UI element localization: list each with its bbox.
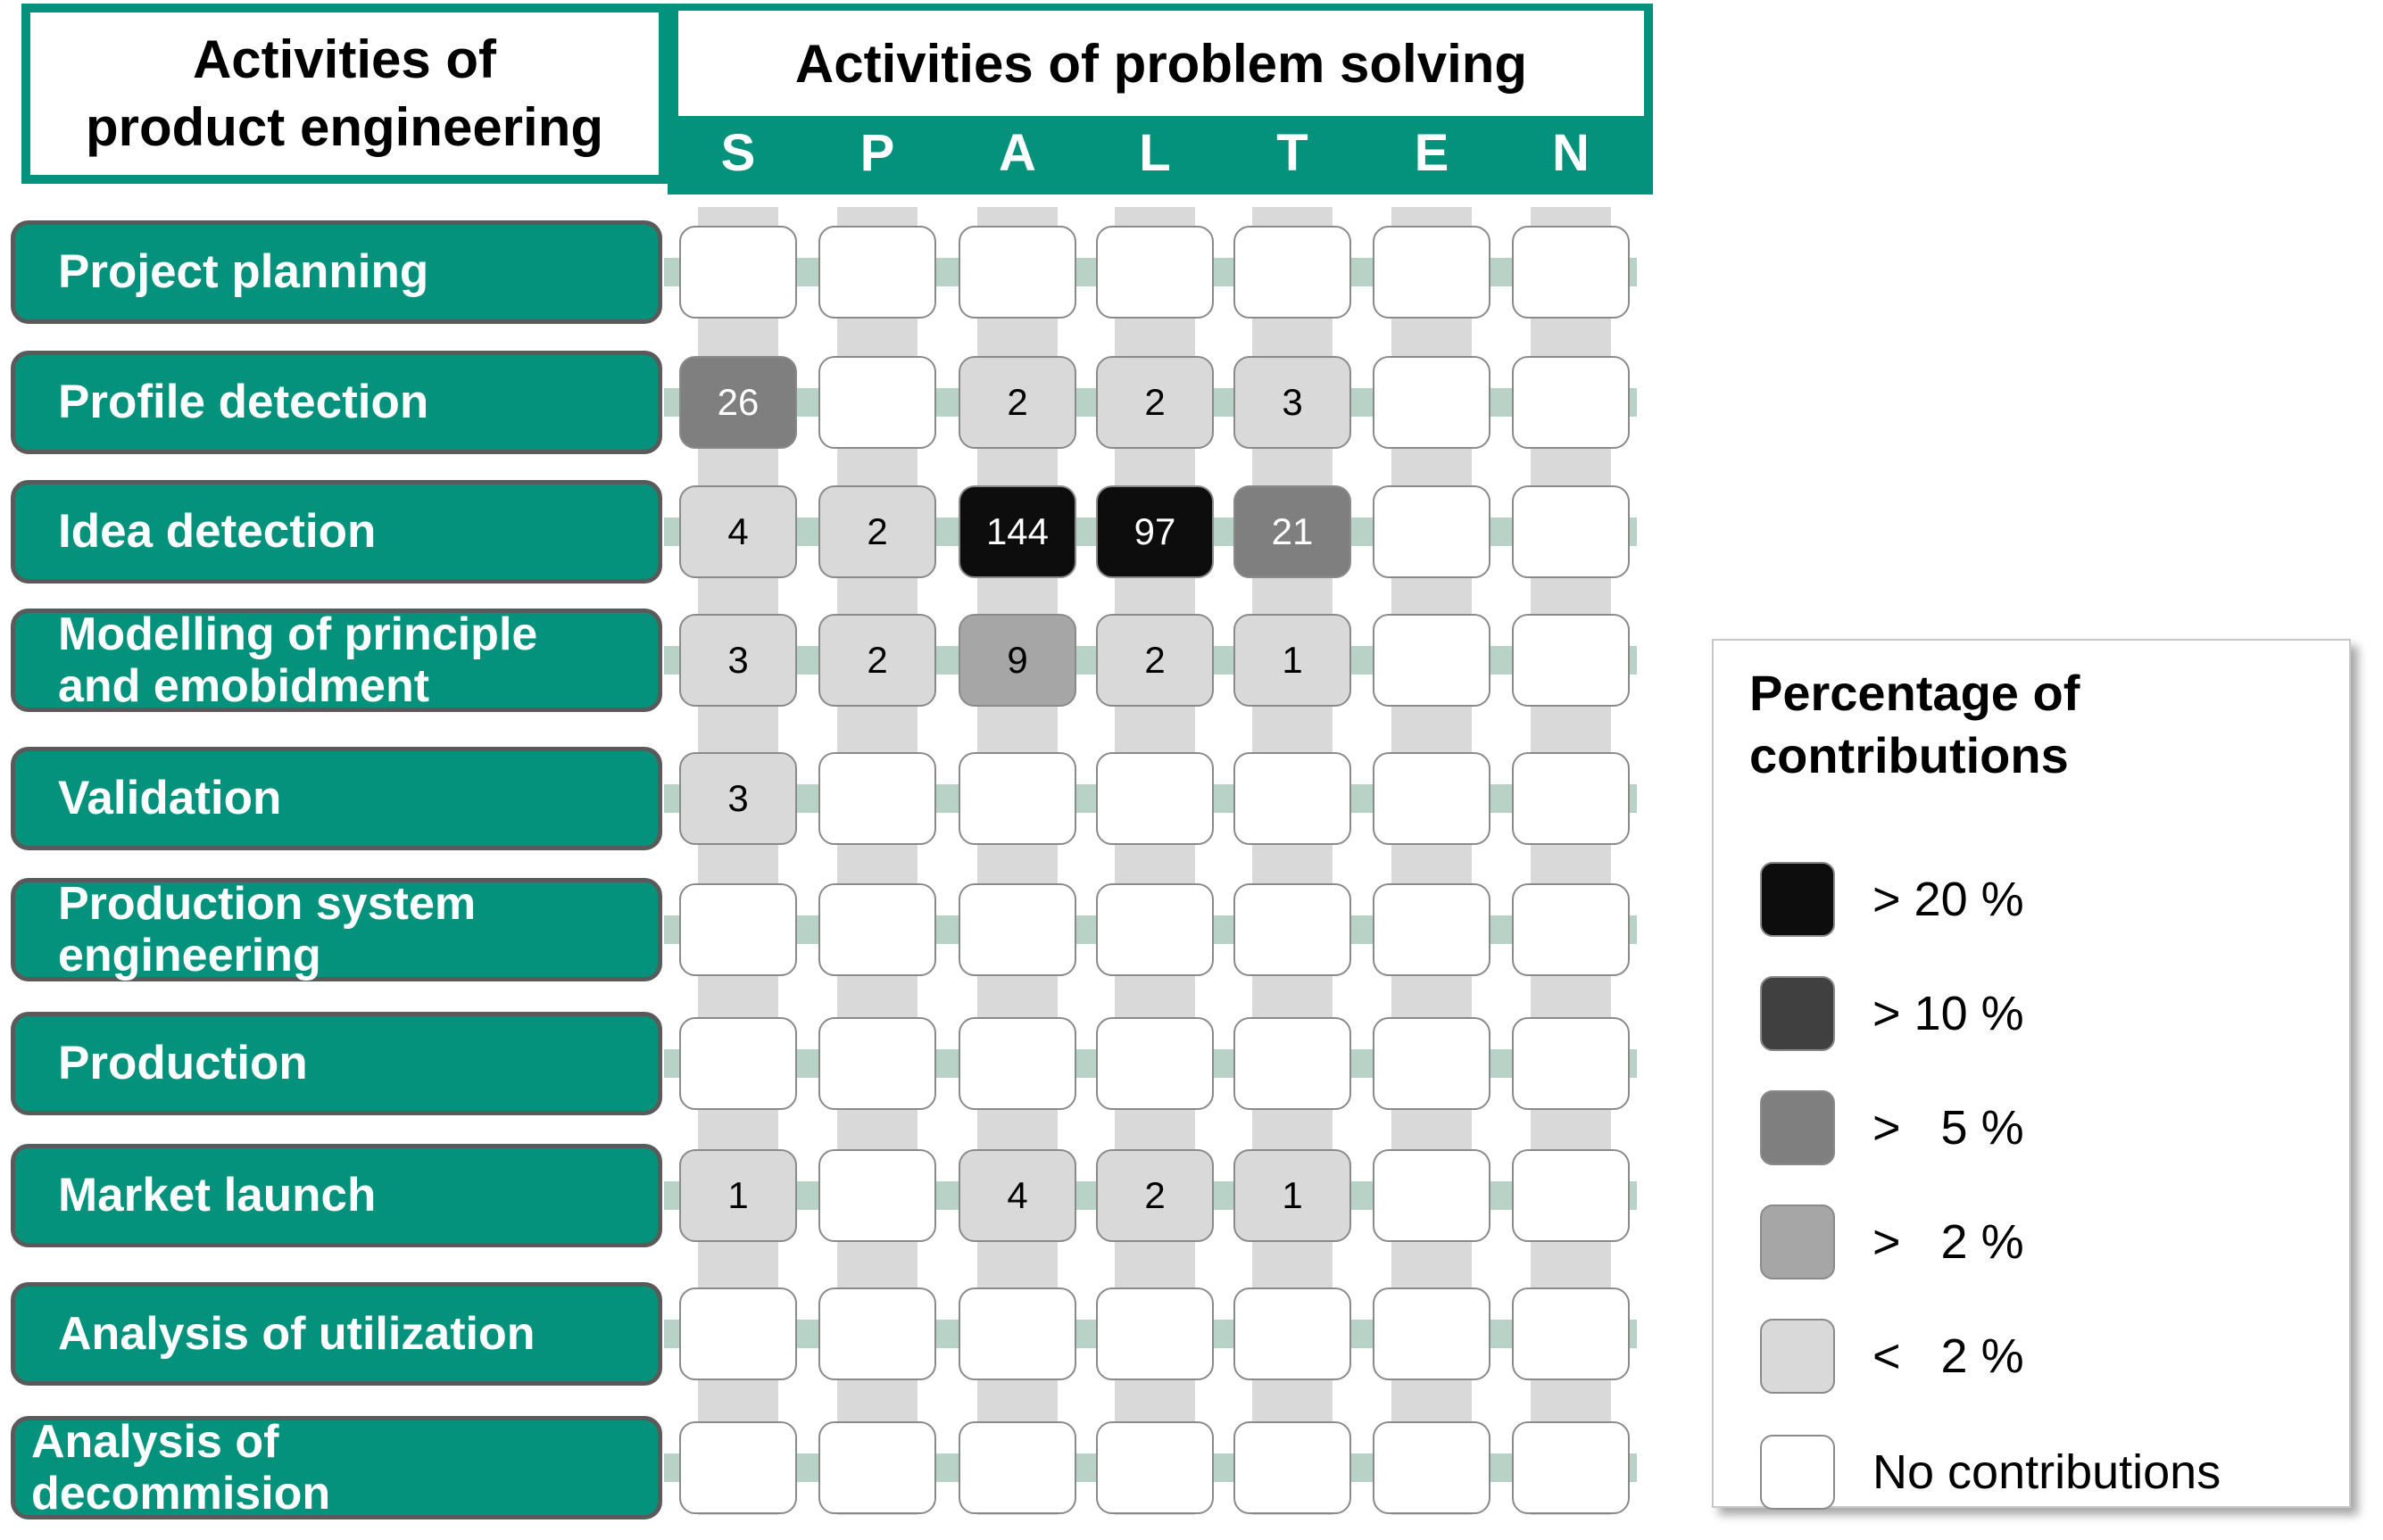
row-label: [11, 747, 662, 850]
matrix-cell-l: 97: [1096, 485, 1214, 578]
matrix-cell-p: [818, 883, 936, 976]
row-label: [11, 1416, 662, 1519]
matrix-cell-n: [1512, 752, 1630, 845]
row-label-text: Production: [58, 1037, 308, 1089]
matrix-cell-n: [1512, 1017, 1630, 1110]
matrix-cell-t: [1233, 752, 1351, 845]
matrix-cell-e: [1373, 226, 1490, 319]
matrix-cell-e: [1373, 1017, 1490, 1110]
matrix-cell-n: [1512, 1287, 1630, 1380]
matrix-cell-n: [1512, 485, 1630, 578]
legend-swatch: [1760, 862, 1835, 937]
matrix-cell-l: [1096, 883, 1214, 976]
matrix-cell-l: 2: [1096, 356, 1214, 449]
matrix-cell-e: [1373, 1421, 1490, 1514]
legend-swatch: [1760, 1319, 1835, 1394]
legend-title: Percentage of contributions: [1749, 665, 2080, 783]
matrix-cell-s: [679, 883, 797, 976]
matrix-cell-e: [1373, 883, 1490, 976]
matrix-cell-l: [1096, 1017, 1214, 1110]
row-label-text: Market launch: [58, 1169, 377, 1221]
matrix-cell-l: [1096, 1287, 1214, 1380]
matrix-cell-l: [1096, 1421, 1214, 1514]
matrix-cell-n: [1512, 1421, 1630, 1514]
legend: [1712, 639, 2351, 1508]
row-label: [11, 1144, 662, 1247]
matrix-cell-a: 144: [959, 485, 1076, 578]
matrix-cell-n: [1512, 226, 1630, 319]
legend-label: > 5 %: [1872, 1101, 2024, 1155]
product-engineering-header-line1: Activities of: [192, 29, 497, 89]
row-label: [11, 609, 662, 712]
column-header-t: T: [1276, 124, 1308, 182]
matrix-cell-t: 1: [1233, 614, 1351, 707]
row-label: [11, 351, 662, 454]
legend-label: > 2 %: [1872, 1215, 2024, 1269]
row-label-text: Analysis of decommision: [31, 1416, 331, 1519]
matrix-cell-l: [1096, 226, 1214, 319]
column-header-s: S: [720, 124, 756, 182]
matrix-cell-n: [1512, 614, 1630, 707]
matrix-cell-a: [959, 883, 1076, 976]
matrix-cell-a: 4: [959, 1149, 1076, 1242]
row-label-text: Production system engineering: [58, 878, 477, 981]
row-label-text: Idea detection: [58, 505, 377, 558]
product-engineering-header-line2: product engineering: [85, 97, 604, 157]
matrix-cell-p: [818, 752, 936, 845]
matrix-cell-s: [679, 1017, 797, 1110]
column-header-a: A: [999, 124, 1036, 182]
matrix-cell-p: [818, 356, 936, 449]
matrix-cell-t: [1233, 1287, 1351, 1380]
matrix-cell-a: [959, 1287, 1076, 1380]
matrix-cell-t: [1233, 883, 1351, 976]
problem-solving-header-title: Activities of problem solving: [678, 11, 1644, 116]
matrix-cell-e: [1373, 614, 1490, 707]
matrix-cell-s: [679, 1287, 797, 1380]
legend-swatch: [1760, 976, 1835, 1051]
matrix-cell-p: [818, 1017, 936, 1110]
matrix-cell-p: [818, 226, 936, 319]
matrix-cell-l: 2: [1096, 614, 1214, 707]
matrix-cell-p: 2: [818, 614, 936, 707]
matrix-cell-s: 26: [679, 356, 797, 449]
row-label-text: Profile detection: [58, 376, 429, 428]
row-label-text: Validation: [58, 772, 282, 824]
legend-label: < 2 %: [1872, 1329, 2024, 1383]
column-header-n: N: [1552, 124, 1590, 182]
matrix-cell-t: 3: [1233, 356, 1351, 449]
matrix-cell-t: [1233, 1421, 1351, 1514]
matrix-cell-e: [1373, 356, 1490, 449]
row-label: [11, 480, 662, 584]
matrix-cell-t: [1233, 226, 1351, 319]
column-header-p: P: [859, 124, 895, 182]
matrix-cell-t: 21: [1233, 485, 1351, 578]
matrix-cell-t: 1: [1233, 1149, 1351, 1242]
matrix-cell-s: [679, 1421, 797, 1514]
matrix-cell-e: [1373, 1149, 1490, 1242]
matrix-cell-n: [1512, 356, 1630, 449]
matrix-cell-a: 9: [959, 614, 1076, 707]
legend-swatch: [1760, 1090, 1835, 1165]
matrix-cell-a: [959, 1017, 1076, 1110]
legend-label: No contributions: [1872, 1445, 2221, 1499]
matrix-cell-a: [959, 226, 1076, 319]
matrix-cell-l: [1096, 752, 1214, 845]
row-label-text: Analysis of utilization: [58, 1308, 536, 1360]
matrix-cell-e: [1373, 485, 1490, 578]
row-label-text: Project planning: [58, 245, 429, 298]
matrix-cell-n: [1512, 1149, 1630, 1242]
matrix-cell-s: [679, 226, 797, 319]
matrix-cell-p: [818, 1149, 936, 1242]
matrix-cell-e: [1373, 752, 1490, 845]
matrix-cell-a: [959, 752, 1076, 845]
row-label: [11, 878, 662, 981]
matrix-cell-e: [1373, 1287, 1490, 1380]
row-label: [11, 1012, 662, 1115]
matrix-cell-n: [1512, 883, 1630, 976]
legend-swatch: [1760, 1205, 1835, 1279]
legend-swatch: [1760, 1435, 1835, 1510]
matrix-cell-s: 3: [679, 752, 797, 845]
column-header-e: E: [1414, 124, 1449, 182]
matrix-cell-p: [818, 1421, 936, 1514]
matrix-cell-t: [1233, 1017, 1351, 1110]
product-engineering-header: [21, 4, 668, 184]
matrix-cell-a: [959, 1421, 1076, 1514]
matrix-cell-s: 1: [679, 1149, 797, 1242]
matrix-cell-l: 2: [1096, 1149, 1214, 1242]
matrix-cell-p: 2: [818, 485, 936, 578]
matrix-cell-a: 2: [959, 356, 1076, 449]
row-label-text: Modelling of principle and emobidment: [58, 609, 538, 712]
legend-label: > 20 %: [1872, 873, 2024, 926]
row-label: [11, 1282, 662, 1386]
matrix-cell-s: 3: [679, 614, 797, 707]
row-label: [11, 220, 662, 324]
matrix-cell-s: 4: [679, 485, 797, 578]
matrix-cell-p: [818, 1287, 936, 1380]
column-header-l: L: [1139, 124, 1171, 182]
legend-label: > 10 %: [1872, 987, 2024, 1040]
